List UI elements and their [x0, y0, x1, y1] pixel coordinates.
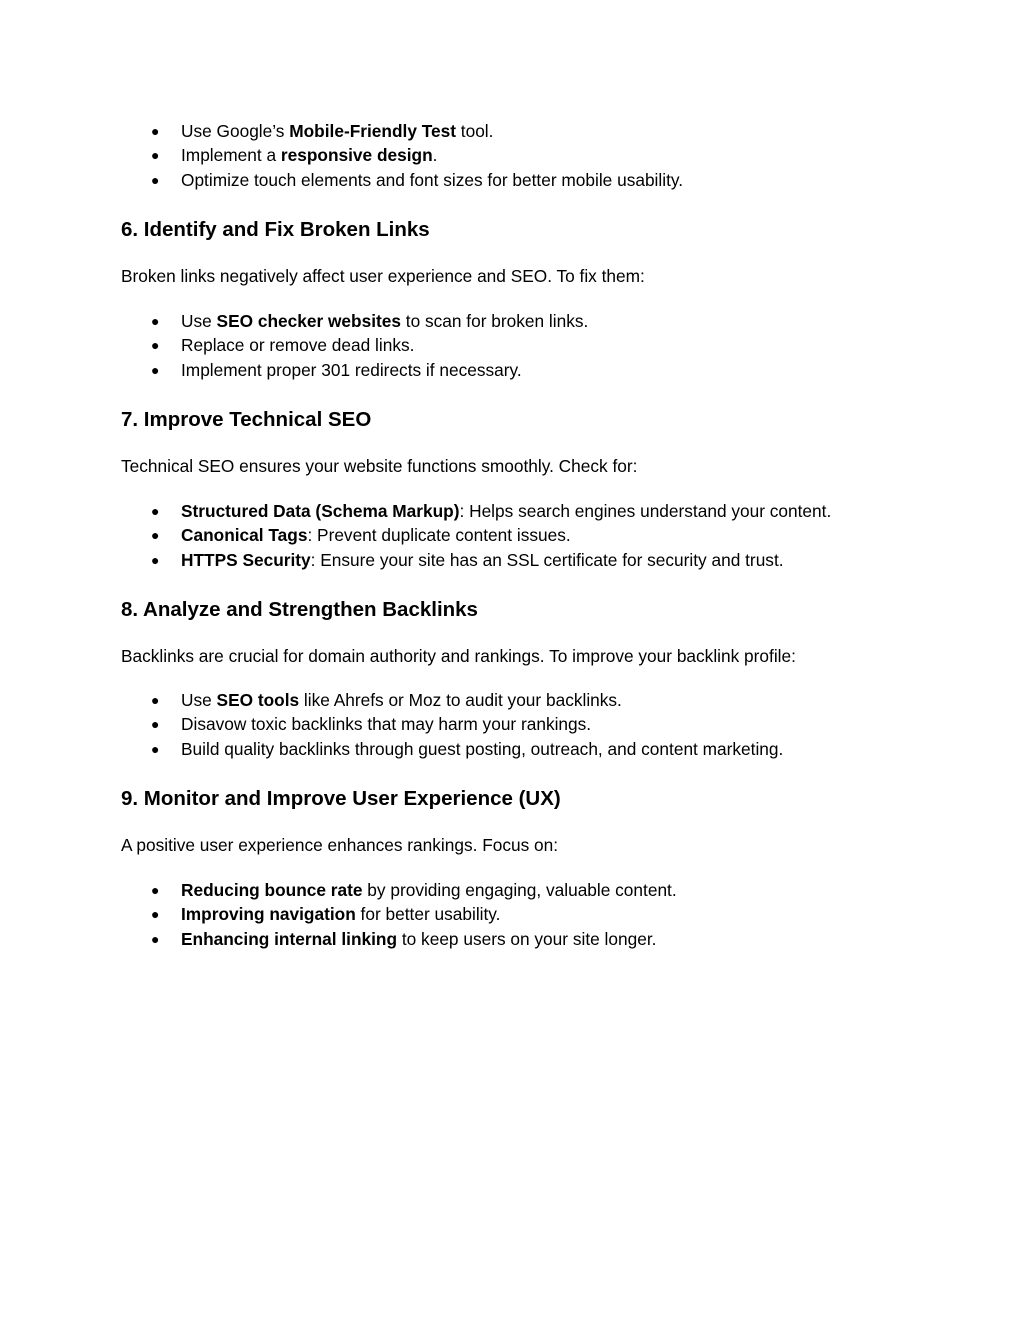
item-text-bold: Structured Data (Schema Markup)	[181, 501, 460, 521]
item-text-pre: Implement proper 301 redirects if necessary.	[181, 359, 522, 380]
bullet-icon: ●	[151, 740, 160, 757]
item-text-post: to keep users on your site longer.	[397, 928, 657, 949]
section-intro: Backlinks are crucial for domain authority and rankings. To improve your backlink profile:	[121, 646, 796, 666]
item-text-post: for better usability.	[355, 904, 501, 925]
item-text-post: to scan for broken links.	[400, 311, 589, 331]
list-item	[121, 333, 921, 357]
list-item	[121, 902, 921, 926]
item-text-bold: HTTPS Security	[181, 549, 311, 570]
bullet-icon: ●	[151, 551, 160, 568]
section-heading: 6. Identify and Fix Broken Links	[121, 218, 430, 241]
bullet-icon: ●	[151, 692, 160, 708]
item-text-post: : Helps search engines understand your content.	[459, 501, 832, 521]
bullet-icon: ●	[151, 882, 160, 898]
item-text-bold: Reducing bounce rate	[181, 880, 363, 900]
section-intro: Broken links negatively affect user experience and SEO. To fix them:	[121, 266, 645, 286]
section-intro: Technical SEO ensures your website functions smoothly. Check for:	[121, 456, 638, 476]
section-list	[121, 499, 921, 572]
item-text-pre: Use	[181, 311, 217, 331]
bullet-icon: ●	[151, 716, 160, 733]
item-text-bold: Enhancing internal linking	[181, 928, 398, 949]
bullet-icon: ●	[151, 171, 160, 188]
item-text-pre: Use	[181, 690, 217, 710]
list-item	[121, 548, 921, 572]
section-heading: 9. Monitor and Improve User Experience (UX)	[121, 787, 561, 810]
item-text-post: like Ahrefs or Moz to audit your backlinks.	[299, 690, 622, 710]
bullet-icon: ●	[151, 361, 160, 378]
bullet-icon: ●	[151, 123, 160, 139]
item-text-bold: Improving navigation	[181, 904, 356, 925]
item-text-bold: SEO tools	[216, 690, 300, 710]
section-intro: A positive user experience enhances rankings. Focus on:	[121, 835, 559, 855]
item-text-pre: Build quality backlinks through guest posting, outreach, and content marketing.	[181, 738, 784, 759]
list-item	[121, 499, 921, 523]
item-text-post: : Ensure your site has an SSL certificate for security and trust.	[310, 549, 784, 570]
item-text-pre: Optimize touch elements and font sizes for better mobile usability.	[181, 169, 684, 190]
item-text-pre: Replace or remove dead links.	[181, 335, 415, 356]
bullet-icon: ●	[151, 313, 160, 329]
item-text-pre: Implement a	[181, 145, 281, 166]
list-item	[121, 878, 921, 902]
list-item	[121, 119, 921, 143]
section-list	[121, 309, 921, 382]
list-item	[121, 143, 921, 167]
bullet-icon: ●	[151, 147, 160, 164]
item-text-post: : Prevent duplicate content issues.	[307, 525, 571, 546]
section-list-block	[121, 878, 921, 951]
list-item	[121, 358, 921, 382]
bullet-icon: ●	[151, 906, 160, 923]
section-list	[121, 878, 921, 951]
list-item	[121, 737, 921, 761]
item-text-bold: responsive design	[280, 145, 433, 166]
item-text-post: tool.	[455, 121, 494, 141]
section-list-block	[121, 499, 921, 572]
mobile-tips-list-block	[121, 119, 921, 192]
section-list-block	[121, 688, 921, 761]
section-list	[121, 688, 921, 761]
bullet-icon: ●	[151, 503, 160, 519]
list-item	[121, 927, 921, 951]
bullet-icon: ●	[151, 527, 160, 544]
item-text-bold: Canonical Tags	[181, 525, 308, 546]
list-item	[121, 168, 921, 192]
item-text-post: .	[432, 145, 438, 166]
list-item	[121, 523, 921, 547]
section-heading: 7. Improve Technical SEO	[121, 408, 372, 431]
item-text-pre: Use Google’s	[181, 121, 290, 141]
mobile-tips-list	[121, 119, 921, 192]
list-item	[121, 688, 921, 712]
list-item	[121, 309, 921, 333]
section-list-block	[121, 309, 921, 382]
bullet-icon: ●	[151, 337, 160, 354]
item-text-bold: SEO checker websites	[216, 311, 401, 331]
item-text-bold: Mobile-Friendly Test	[289, 121, 456, 141]
section-heading: 8. Analyze and Strengthen Backlinks	[121, 598, 478, 621]
list-item	[121, 712, 921, 736]
bullet-icon: ●	[151, 930, 160, 947]
item-text-pre: Disavow toxic backlinks that may harm your rankings.	[181, 714, 592, 735]
item-text-post: by providing engaging, valuable content.	[362, 880, 677, 900]
